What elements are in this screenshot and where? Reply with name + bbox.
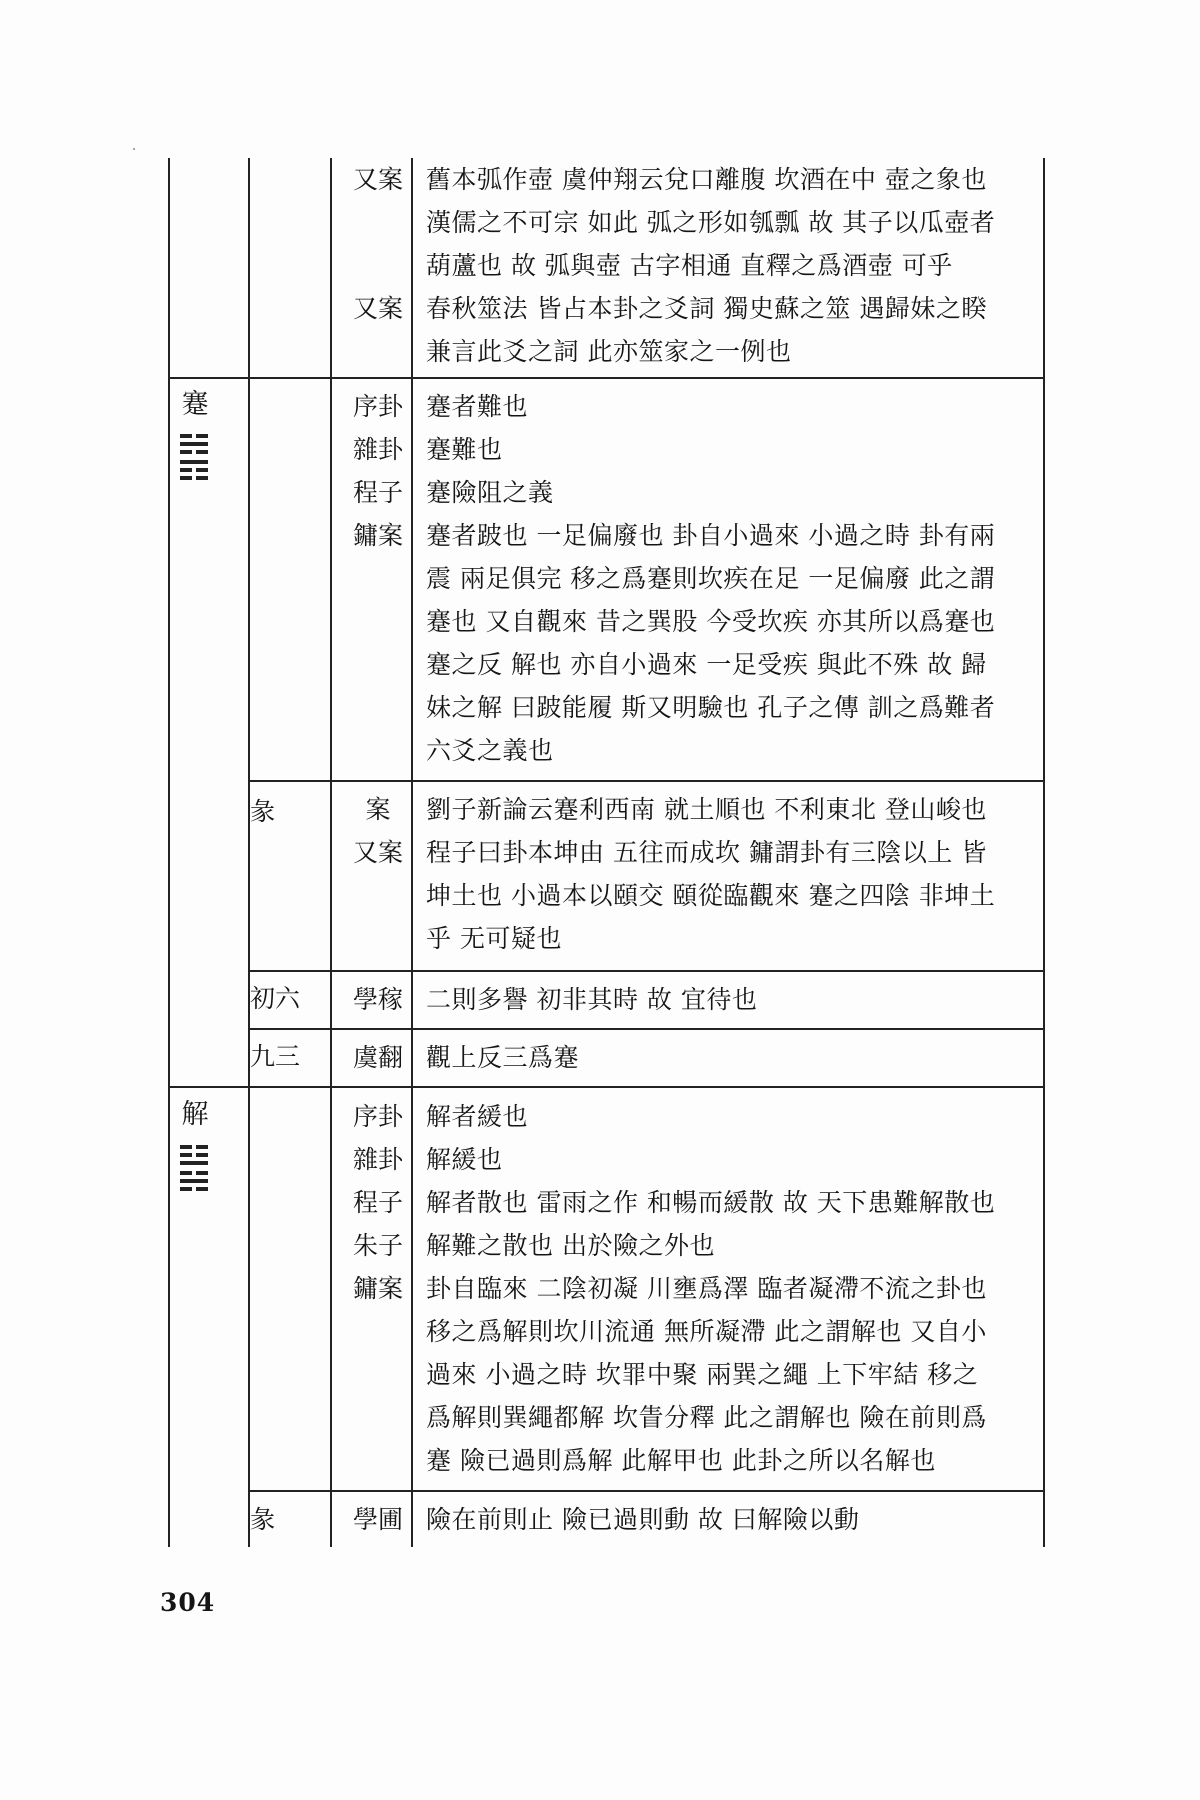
commentary-line: 觀上反三爲蹇 (426, 1043, 580, 1072)
commentary-line: 二則多譽 初非其時 故 宜待也 (426, 985, 758, 1014)
commentary-line: 解者散也 雷雨之作 和暢而緩散 故 天下患難解散也 (426, 1188, 996, 1217)
source-label: 學稼 (352, 985, 403, 1014)
hexagram-xie-icon (180, 1145, 208, 1195)
source-label: 朱子 (352, 1231, 403, 1260)
page-number: 304 (160, 1588, 216, 1617)
table-right-rule (1043, 158, 1045, 1547)
source-label: 雜卦 (352, 435, 403, 464)
commentary-line: 蹇險阻之義 (426, 478, 554, 507)
commentary-line: 乎 无可疑也 (426, 924, 562, 953)
commentary-line: 舊本弧作壺 虞仲翔云兌口離腹 坎酒在中 壺之象也 (426, 165, 987, 194)
source-label: 序卦 (352, 392, 403, 421)
commentary-line: 爲解則巽繩都解 坎眚分釋 此之謂解也 險在前則爲 (426, 1403, 987, 1432)
source-label: 又案 (352, 294, 403, 323)
source-label: 又案 (352, 165, 403, 194)
line-label: 彖 (250, 1505, 276, 1534)
row-divider (248, 970, 1045, 972)
hexagram-jian-icon (180, 434, 208, 484)
hexagram-name: 解 (181, 1099, 209, 1130)
commentary-line: 震 兩足俱完 移之爲蹇則坎疾在足 一足偏廢 此之謂 (426, 564, 996, 593)
source-label: 鏞案 (352, 1274, 403, 1303)
commentary-line: 蹇者難也 (426, 392, 529, 421)
commentary-line: 程子曰卦本坤由 五往而成坎 鏞謂卦有三陰以上 皆 (426, 838, 987, 867)
commentary-line: 蹇難也 (426, 435, 503, 464)
source-label: 虞翻 (352, 1043, 403, 1072)
commentary-line: 漢儒之不可宗 如此 弧之形如瓠瓢 故 其子以瓜壺者 (426, 208, 996, 237)
commentary-line: 解難之散也 出於險之外也 (426, 1231, 715, 1260)
commentary-line: 坤土也 小過本以頤交 頤從臨觀來 蹇之四陰 非坤土 (426, 881, 996, 910)
table-left-rule (168, 158, 170, 1547)
row-divider (248, 1028, 1045, 1030)
commentary-line: 劉子新論云蹇利西南 就土順也 不利東北 登山峻也 (426, 795, 987, 824)
commentary-line: 移之爲解則坎川流通 無所凝滯 此之謂解也 又自小 (426, 1317, 987, 1346)
row-divider (248, 1490, 1045, 1492)
commentary-line: 解者緩也 (426, 1102, 529, 1131)
section-divider (168, 377, 1045, 379)
commentary-line: 蹇之反 解也 亦自小過來 一足受疾 與此不殊 故 歸 (426, 650, 987, 679)
commentary-line: 蹇者跛也 一足偏廢也 卦自小過來 小過之時 卦有兩 (426, 521, 996, 550)
source-label: 又案 (352, 838, 403, 867)
commentary-line: 六爻之義也 (426, 736, 554, 765)
line-label: 彖 (250, 797, 276, 826)
source-label: 雜卦 (352, 1145, 403, 1174)
commentary-line: 葫蘆也 故 弧與壺 古字相通 直釋之爲酒壺 可乎 (426, 251, 953, 280)
source-label: 程子 (352, 478, 403, 507)
commentary-line: 春秋筮法 皆占本卦之爻詞 獨史蘇之筮 遇歸妹之睽 (426, 294, 987, 323)
line-label: 九三 (250, 1042, 301, 1071)
commentary-line: 過來 小過之時 坎罪中聚 兩巽之繩 上下牢結 移之 (426, 1360, 979, 1389)
row-divider (248, 780, 1045, 782)
line-label: 初六 (250, 984, 301, 1013)
source-label: 序卦 (352, 1102, 403, 1131)
commentary-line: 解緩也 (426, 1145, 503, 1174)
source-label: 鏞案 (352, 521, 403, 550)
commentary-line: 險在前則止 險已過則動 故 曰解險以動 (426, 1505, 860, 1534)
commentary-line: 蹇 險已過則爲解 此解甲也 此卦之所以名解也 (426, 1446, 936, 1475)
commentary-line: 妹之解 曰跛能履 斯又明驗也 孔子之傳 訓之爲難者 (426, 693, 996, 722)
hexagram-name: 蹇 (181, 389, 209, 420)
section-divider (168, 1086, 1045, 1088)
source-label: 學圃 (352, 1505, 403, 1534)
commentary-line: 蹇也 又自觀來 昔之巽股 今受坎疾 亦其所以爲蹇也 (426, 607, 996, 636)
source-label: 案 (365, 795, 391, 824)
commentary-line: 兼言此爻之詞 此亦筮家之一例也 (426, 337, 792, 366)
column-rule-1 (248, 158, 250, 1547)
source-label: 程子 (352, 1188, 403, 1217)
commentary-line: 卦自臨來 二陰初凝 川壅爲澤 臨者凝滯不流之卦也 (426, 1274, 987, 1303)
column-rule-2 (330, 158, 332, 1547)
